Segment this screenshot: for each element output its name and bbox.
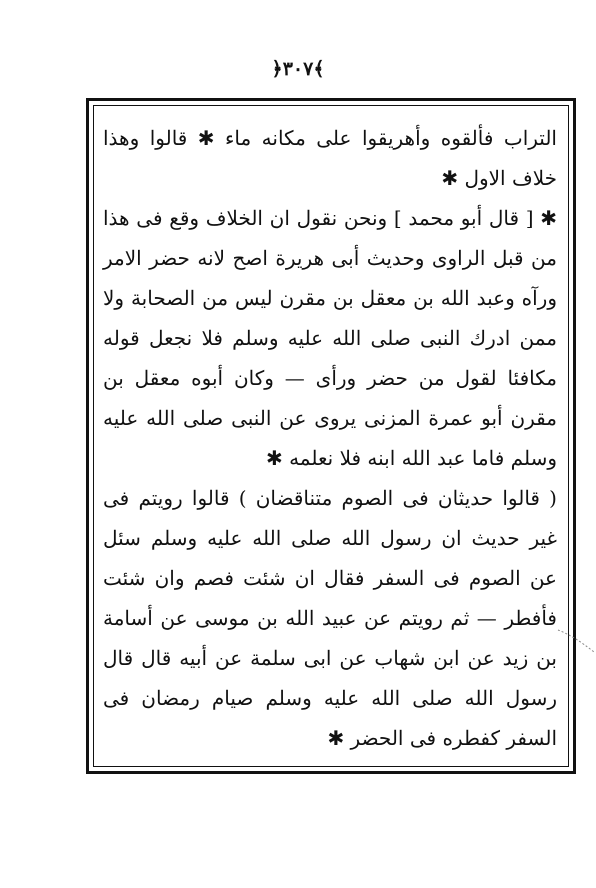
paragraph-3: ( قالوا حديثان فى الصوم متناقضان ) قالوا رويتم فى غير حديث ان رسول الله صلى الله عليه وسلم سئل عن الصوم فى السفر فقال ان شئت فصم وان شئت فأفطر — ثم رويتم عن عبيد الله بن موسى عن أسامة بن زيد عن ابن شهاب عن ابى سلمة عن أبيه قال قال رسول الله صلى الله عليه وسلم صيام رمضان فى السفر كفطره فى الحضر ✱ [103,486,558,750]
paragraph-1: التراب فألقوه وأهريقوا على مكانه ماء ✱ قالوا وهذا خلاف الاول ✱ [103,126,557,190]
main-text [103,118,557,758]
margin-scan-mark [556,600,596,660]
paragraph-2: ✱ [ قال أبو محمد ] ونحن نقول ان الخلاف وقع فى هذا من قبل الراوى وحديث أبى هريرة اصح لانه حضر الامر ورآه وعبد الله بن معقل بن مقرن ليس من الصحابة ولا ممن ادرك النبى صلى الله عليه وسلم فلا نجعل قوله مكافئا لقول من حضر ورأى — وكان أبوه معقل بن مقرن أبو عمرة المزنى يروى عن النبى صلى الله عليه وسلم فاما عبد الله ابنه فلا نعلمه ✱ [103,206,557,470]
page-number: ﴿٣٠٧﴾ [271,58,325,80]
